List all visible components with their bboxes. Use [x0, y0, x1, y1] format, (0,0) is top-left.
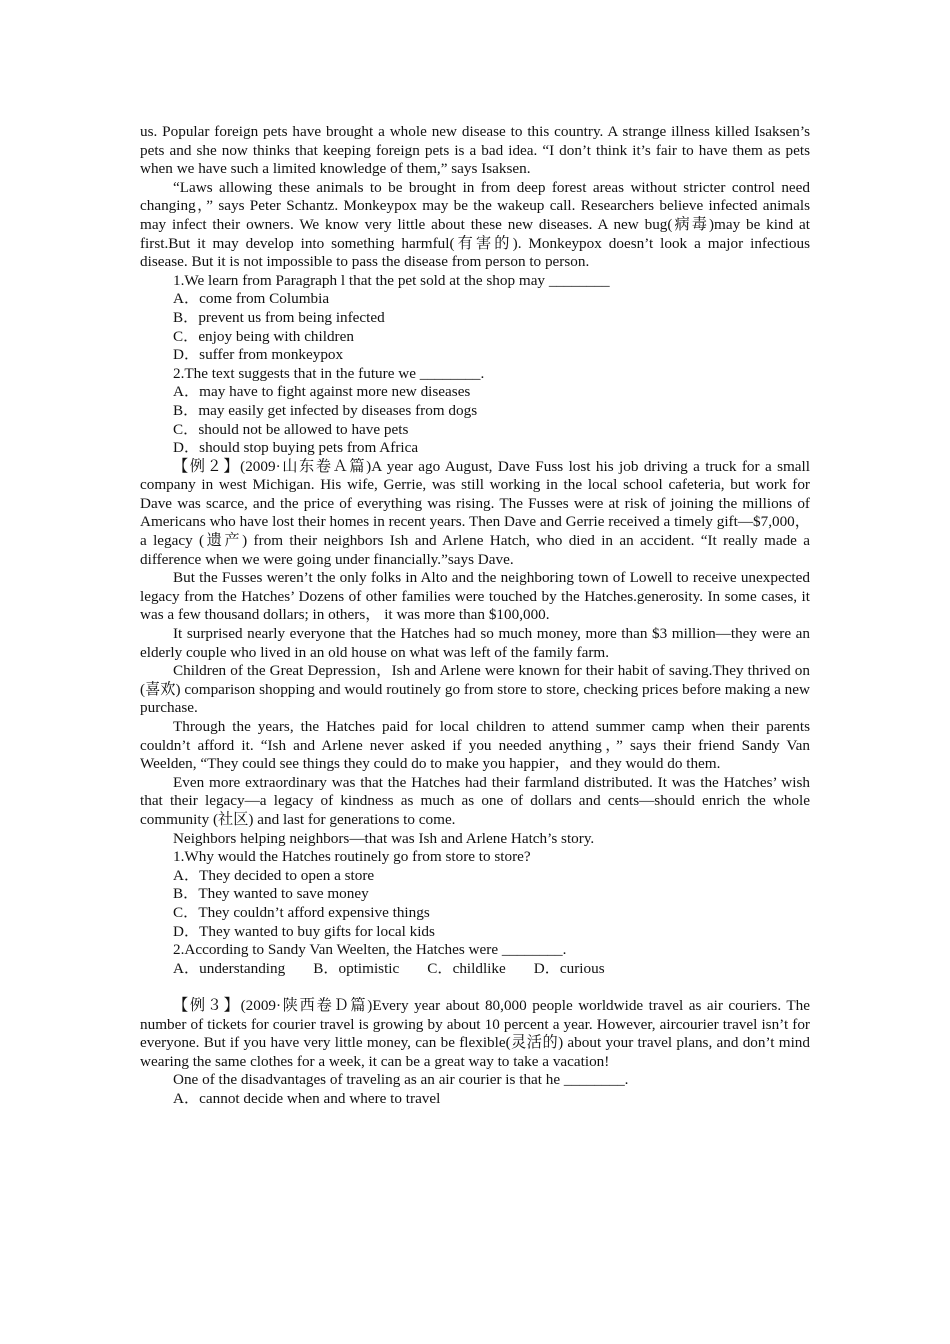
- option: D．suffer from monkeypox: [173, 346, 344, 364]
- option: C．childlike: [427, 959, 506, 977]
- option: B．They wanted to save money: [173, 885, 369, 903]
- paragraph: [140, 458, 810, 570]
- option: D．They wanted to buy gifts for local kids: [173, 922, 435, 940]
- option: B．prevent us from being infected: [173, 308, 385, 326]
- paragraph: It surprised nearly everyone that the Hatches had so much money, more than $3 million—they were an elderly couple who lived in an old house on what was left of the family farm.: [140, 625, 810, 661]
- example-label: 【例３】: [173, 996, 241, 1014]
- example-source: (2009·山东卷Ａ篇): [240, 457, 372, 475]
- question-stem: 2.According to Sandy Van Weelten, the Hatches were ________.: [173, 941, 567, 959]
- option: C．should not be allowed to have pets: [173, 420, 409, 438]
- option: A．may have to fight against more new diseases: [173, 383, 471, 401]
- question-stem: 1.Why would the Hatches routinely go from store to store?: [173, 848, 531, 866]
- example-source: (2009·陕西卷Ｄ篇): [240, 996, 373, 1014]
- option: A．come from Columbia: [173, 290, 330, 308]
- document-page: [140, 123, 810, 1108]
- option: C．enjoy being with children: [173, 327, 354, 345]
- paragraph-text: Every year about 80,000 people worldwide travel as air couriers. The number of tickets for courier travel is growing by about 10 percent a year. However, aircourier travel isn’t for everyone. But if you have very little money, can be flexible(灵活的) about your travel plans, and don’t mind wearing the same clothes for a week, it can be a great way to take a vacation!: [140, 996, 810, 1070]
- paragraph: Children of the Great Depression，Ish and Arlene were known for their habit of saving.They thrived on (喜欢) comparison shopping and would routinely go from store to store, checking prices before making a new purchase.: [140, 662, 810, 717]
- option: D．should stop buying pets from Africa: [173, 439, 419, 457]
- paragraph: us. Popular foreign pets have brought a whole new disease to this country. A strange illness killed Isaksen’s pets and she now thinks that keeping foreign pets is a bad idea. “I don’t think it’s fair to have them as pets when we have such a limited knowledge of them,” says Isaksen.: [140, 123, 810, 178]
- example-label: 【例２】: [173, 457, 241, 475]
- question-stem: 2.The text suggests that in the future we ________.: [173, 364, 485, 382]
- paragraph: “Laws allowing these animals to be brought in from deep forest areas without stricter control need changing，” says Peter Schantz. Monkeypox may be the wakeup call. Researchers believe infected animals may infect their owners. We know very little about these new diseases. A new bug(病毒)may be kind at first.But it may develop into something harmful(有害的). Monkeypox doesn’t look a major infectious disease. But it is not impossible to pass the disease from person to person.: [140, 178, 810, 271]
- option: D．curious: [533, 959, 605, 977]
- paragraph: Through the years, the Hatches paid for local children to attend summer camp when their parents couldn’t afford it. “Ish and Arlene never asked if you needed anything，” says their friend Sandy Van Weelden, “They could see things they could do to make you happier，and they would do them.: [140, 718, 810, 773]
- option: A．They decided to open a store: [173, 866, 375, 884]
- option: B．may easily get infected by diseases from dogs: [173, 401, 478, 419]
- paragraph: But the Fusses weren’t the only folks in Alto and the neighboring town of Lowell to receive unexpected legacy from the Hatches’ Dozens of other families were touched by the Hatches.generosity. In some cases, it was a few thousand dollars; in others， it was more than $100,000.: [140, 569, 810, 624]
- paragraph-text: A year ago August, Dave Fuss lost his job driving a truck for a small company in west Michigan. His wife, Gerrie, was still working in the local school cafeteria, but work for Dave was scarce, and the price of everything was rising. The Fusses were at risk of joining the millions of Americans who have lost their homes in recent years. Then Dave and Gerrie received a timely gift—$7,000，a legacy (遗产) from their neighbors Ish and Arlene Hatch, who died in an accident. “It really made a difference when we were going under financially.”says Dave.: [140, 457, 810, 568]
- option: B．optimistic: [313, 959, 400, 977]
- question-stem: 1.We learn from Paragraph l that the pet sold at the shop may ________: [173, 271, 610, 289]
- spacer: [140, 978, 810, 997]
- option: A．cannot decide when and where to travel: [173, 1089, 441, 1107]
- paragraph: Even more extraordinary was that the Hatches had their farmland distributed. It was the Hatches’ wish that their legacy—a legacy of kindness as much as one of dollars and cents—should enrich the whole community (社区) and last for generations to come.: [140, 773, 810, 828]
- option: C．They couldn’t afford expensive things: [173, 903, 430, 921]
- options-row: [140, 960, 810, 979]
- option: A．understanding: [173, 959, 286, 977]
- question-stem: One of the disadvantages of traveling as an air courier is that he ________.: [173, 1071, 629, 1089]
- paragraph: [140, 997, 810, 1071]
- paragraph: Neighbors helping neighbors—that was Ish and Arlene Hatch’s story.: [173, 829, 595, 847]
